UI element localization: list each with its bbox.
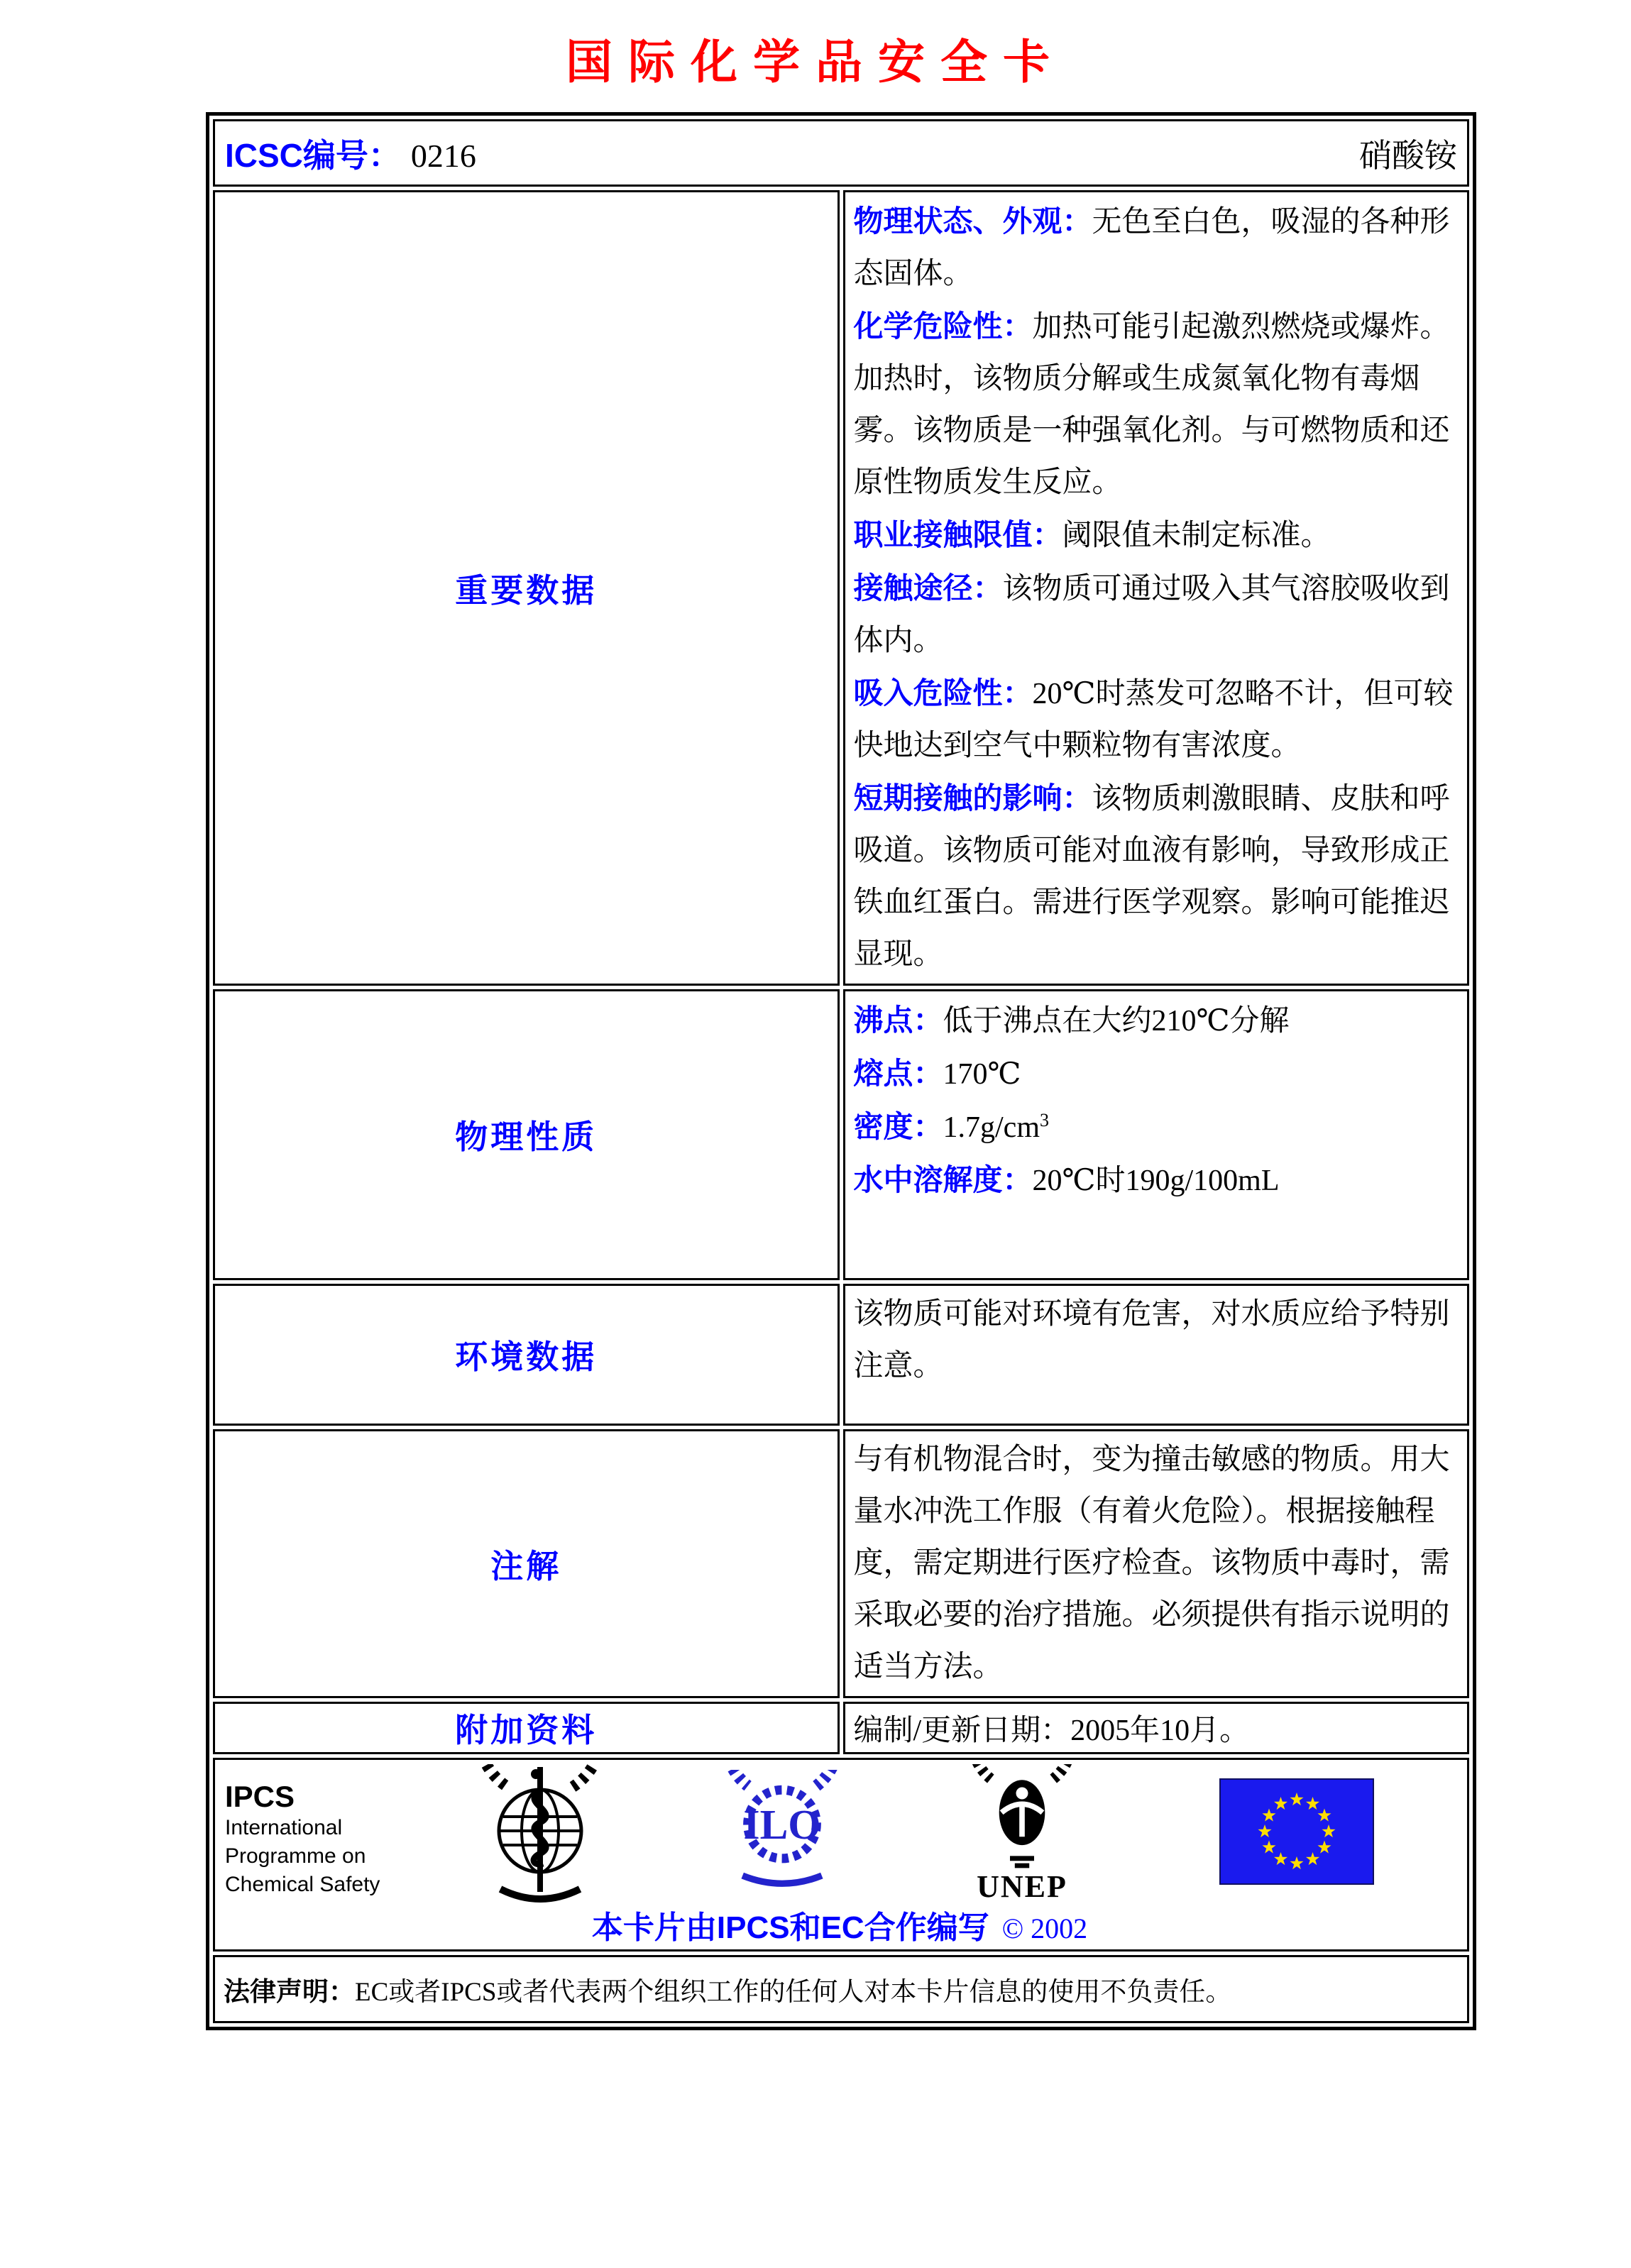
paragraph bbox=[854, 1154, 1459, 1207]
icsc-number-value: 0216 bbox=[410, 137, 476, 174]
inline-label: 密度： bbox=[853, 1110, 943, 1143]
cooperation-caption-text: 本卡片由IPCS和EC合作编写 bbox=[591, 1910, 989, 1945]
ipcs-text-block bbox=[225, 1780, 380, 1899]
legal-notice-label: 法律声明： bbox=[224, 1977, 355, 2006]
paragraph-text: 1.7g/cm bbox=[943, 1111, 1040, 1144]
paragraph bbox=[854, 562, 1459, 667]
legal-row bbox=[213, 1955, 1469, 2023]
icsc-card-table bbox=[206, 112, 1476, 2030]
row-label-environment: 环境数据 bbox=[213, 1284, 840, 1426]
paragraph-text: 20℃时蒸发可忽略不计，但可较快地达到空气中颗粒物有害浓度。 bbox=[853, 678, 1454, 762]
paragraph-text: 20℃时190g/100mL bbox=[1032, 1165, 1280, 1197]
inline-label: 化学危险性： bbox=[853, 309, 1033, 343]
paragraph-text: 低于沸点在大约210℃分解 bbox=[943, 1005, 1290, 1037]
paragraph-text: 170℃ bbox=[943, 1058, 1021, 1091]
legal-notice-text: EC或者IPCS或者代表两个组织工作的任何人对本卡片信息的使用不负责任。 bbox=[355, 1978, 1232, 2007]
paragraph-text: 与有机物混合时，变为撞击敏感的物质。用大量水冲洗工作服（有着火危险）。根据接触程度，需定期进行医疗检查。该物质中毒时，需采取必要的治疗措施。必须提供有指示说明的适当方法。 bbox=[853, 1443, 1450, 1683]
paragraph bbox=[854, 300, 1459, 509]
additional-info-row bbox=[213, 1702, 1469, 1754]
additional-info-content bbox=[843, 1702, 1470, 1754]
environment-data-content bbox=[843, 1284, 1470, 1426]
who-logo-icon bbox=[469, 1764, 611, 1918]
paragraph-text: 编制/更新日期：2005年10月。 bbox=[853, 1714, 1250, 1747]
row-label-physical: 物理性质 bbox=[213, 989, 840, 1280]
paragraph-text: 该物质可通过吸入其气溶胶吸收到体内。 bbox=[853, 573, 1450, 657]
paragraph-text: 该物质可能对环境有危害，对水质应给予特别注意。 bbox=[853, 1298, 1450, 1382]
ipcs-line: Programme on bbox=[225, 1844, 366, 1868]
physical-properties-row bbox=[213, 989, 1469, 1280]
notes-row bbox=[213, 1429, 1469, 1698]
paragraph bbox=[854, 667, 1459, 772]
icsc-number-group bbox=[225, 130, 476, 177]
row-label-additional: 附加资料 bbox=[213, 1702, 840, 1754]
inline-label: 水中溶解度： bbox=[853, 1163, 1033, 1196]
important-data-row bbox=[213, 190, 1469, 986]
cooperation-caption bbox=[449, 1902, 1230, 1947]
important-data-content bbox=[843, 190, 1470, 986]
inline-label: 短期接触的影响： bbox=[853, 781, 1092, 815]
unep-logo-icon bbox=[962, 1764, 1082, 1871]
environment-data-row bbox=[213, 1284, 1469, 1426]
paragraph-text: 阈限值未制定标准。 bbox=[1062, 519, 1331, 552]
row-label-important: 重要数据 bbox=[213, 190, 840, 986]
physical-properties-content bbox=[843, 989, 1470, 1280]
paragraph bbox=[854, 195, 1459, 300]
superscript: 3 bbox=[1040, 1110, 1049, 1130]
paragraph bbox=[854, 1434, 1459, 1693]
paragraph bbox=[854, 509, 1459, 562]
substance-name: 硝酸铵 bbox=[1359, 137, 1457, 174]
inline-label: 接触途径： bbox=[853, 571, 1003, 605]
legal-notice bbox=[213, 1955, 1469, 2023]
ipcs-acronym: IPCS bbox=[225, 1780, 295, 1813]
paragraph-text: 无色至白色，吸湿的各种形态固体。 bbox=[853, 206, 1450, 290]
inline-label: 吸入危险性： bbox=[853, 676, 1033, 710]
header-row bbox=[213, 119, 1469, 187]
inline-label: 沸点： bbox=[853, 1003, 943, 1037]
card-header bbox=[225, 130, 1457, 177]
paragraph bbox=[854, 994, 1459, 1047]
inline-label: 熔点： bbox=[853, 1057, 943, 1090]
ipcs-line: International bbox=[225, 1816, 343, 1839]
svg-text:ILO: ILO bbox=[743, 1801, 821, 1849]
inline-label: 物理状态、外观： bbox=[853, 204, 1092, 238]
page-title: 国际化学品安全卡 bbox=[566, 35, 1065, 88]
paragraph bbox=[854, 1047, 1459, 1101]
unep-wordmark: UNEP bbox=[977, 1869, 1067, 1904]
logos-row bbox=[213, 1758, 1469, 1952]
inline-label: 职业接触限值： bbox=[853, 518, 1062, 551]
row-label-notes: 注解 bbox=[213, 1429, 840, 1698]
paragraph bbox=[854, 1289, 1459, 1392]
paragraph-text: 该物质刺激眼睛、皮肤和呼吸道。该物质可能对血液有影响，导致形成正铁血红蛋白。需进行医学观察。影响可能推迟显现。 bbox=[853, 783, 1450, 971]
unep-logo bbox=[962, 1764, 1082, 1903]
eu-flag-icon bbox=[1219, 1778, 1374, 1888]
ipcs-line: Chemical Safety bbox=[225, 1873, 380, 1896]
paragraph bbox=[854, 772, 1459, 981]
ilo-logo-icon bbox=[716, 1770, 848, 1893]
notes-content bbox=[843, 1429, 1470, 1698]
copyright-text: © 2002 bbox=[1001, 1912, 1088, 1944]
icsc-number-label: ICSC编号： bbox=[225, 136, 401, 174]
paragraph bbox=[854, 1101, 1459, 1154]
paragraph-text: 加热可能引起激烈燃烧或爆炸。加热时，该物质分解或生成氮氧化物有毒烟雾。该物质是一种强氧化剂。与可燃物质和还原性物质发生反应。 bbox=[853, 311, 1450, 499]
